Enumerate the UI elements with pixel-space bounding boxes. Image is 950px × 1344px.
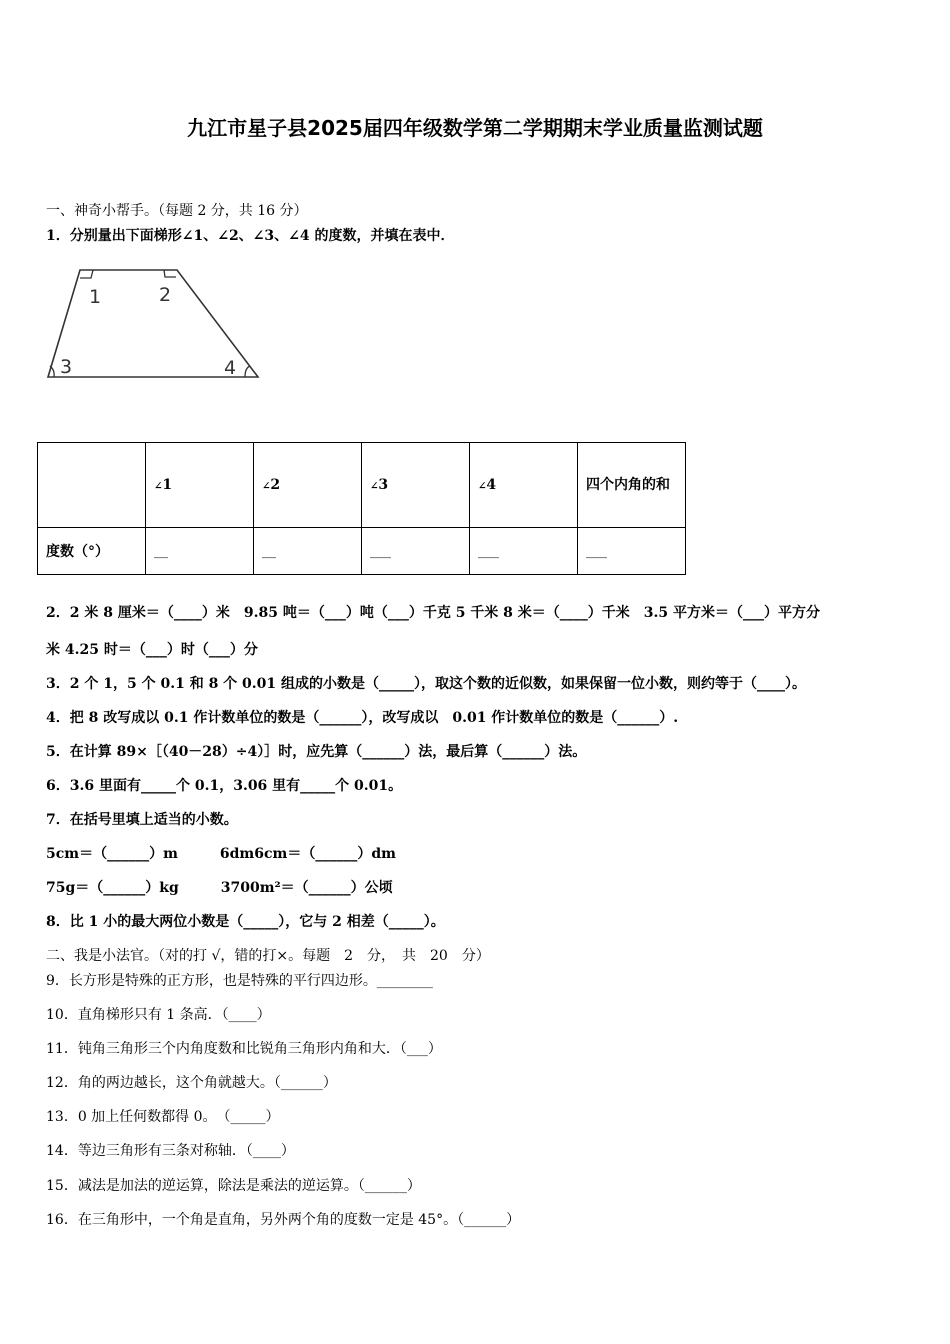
angle-label-3: 3 [60, 356, 73, 378]
header-angle-1: ∠1 [146, 443, 254, 528]
section-1-heading: 一、神奇小帮手。（每题 2 分，共 16 分） [46, 203, 308, 219]
question-12: 12．角的两边越长，这个角就越大。（______） [46, 1075, 337, 1091]
header-angle-2: ∠2 [254, 443, 362, 528]
question-15: 15．减法是加法的逆运算，除法是乘法的逆运算。（______） [46, 1178, 421, 1194]
blank-angle-2[interactable]: __ [254, 528, 362, 575]
section-2-heading: 二、我是小法官。（对的打 √，错的打×。每题 2 分， 共 20 分） [46, 948, 490, 964]
question-7-row-a: 5cm＝（______）m 6dm6cm＝（______）dm [46, 846, 396, 862]
header-angle-4: ∠4 [470, 443, 578, 528]
question-10: 10．直角梯形只有 1 条高．（____） [46, 1007, 271, 1023]
question-13: 13．0 加上任何数都得 0。 （_____） [46, 1109, 280, 1125]
page-title: 九江市星子县2025届四年级数学第二学期期末学业质量监测试题 [187, 116, 763, 140]
question-3: 3．2 个 1，5 个 0.1 和 8 个 0.01 组成的小数是（_____），取这个数的近似数，如果保留一位小数，则约等于（____）。 [46, 676, 807, 692]
angle-label-4: 4 [224, 357, 237, 379]
question-5: 5．在计算 89×［（40－28）÷4）］时，应先算（______）法，最后算（______）法。 [46, 744, 587, 760]
question-9: 9．长方形是特殊的正方形，也是特殊的平行四边形。________ [46, 973, 433, 989]
question-14: 14．等边三角形有三条对称轴．（____） [46, 1143, 295, 1159]
question-6: 6．3.6 里面有_____个 0.1，3.06 里有_____个 0.01。 [46, 778, 403, 794]
angle-2-mark [164, 270, 176, 277]
header-angle-3: ∠3 [362, 443, 470, 528]
blank-angle-4[interactable]: ___ [470, 528, 578, 575]
angle-1-mark [80, 270, 93, 278]
header-angle-sum: 四个内角的和 [578, 443, 686, 528]
blank-angle-sum[interactable]: ___ [578, 528, 686, 575]
question-2-continued: 米 4.25 时＝（___）时（___）分 [46, 642, 258, 658]
angle-icon: ∠ [154, 481, 163, 492]
question-11: 11．钝角三角形三个内角度数和比锐角三角形内角和大．（___） [46, 1041, 442, 1057]
question-1: 1．分别量出下面梯形∠1、∠2、∠3、∠4 的度数，并填在表中． [46, 228, 455, 244]
angle-4-mark [245, 366, 250, 377]
blank-angle-3[interactable]: ___ [362, 528, 470, 575]
angle-label-2: 2 [159, 284, 172, 306]
angle-icon: ∠ [370, 481, 379, 492]
blank-angle-1[interactable]: __ [146, 528, 254, 575]
question-2: 2．2 米 8 厘米＝（____）米 9.85 吨＝（___）吨（___）千克 5 千米 8 米＝（____）千米 3.5 平方米＝（___）平方分 [46, 605, 821, 621]
table-degree-row [38, 528, 686, 575]
table-corner-cell [38, 443, 146, 528]
question-8: 8．比 1 小的最大两位小数是（_____），它与 2 相差（_____）。 [46, 914, 445, 930]
question-4: 4．把 8 改写成以 0.1 作计数单位的数是（______），改写成以 0.01 作计数单位的数是（______）. [46, 710, 679, 726]
table-header-row [38, 443, 686, 528]
angle-label-1: 1 [89, 286, 102, 308]
row-label-degree: 度数（°） [38, 528, 146, 575]
question-7-row-b: 75g＝（______）kg 3700m²＝（______）公顷 [46, 880, 393, 896]
angle-icon: ∠ [262, 481, 271, 492]
angle-table [37, 442, 686, 575]
trapezoid-figure [40, 262, 270, 387]
angle-icon: ∠ [478, 481, 487, 492]
question-16: 16．在三角形中，一个角是直角，另外两个角的度数一定是 45°。（______） [46, 1212, 521, 1228]
question-7: 7．在括号里填上适当的小数。 [46, 812, 238, 828]
